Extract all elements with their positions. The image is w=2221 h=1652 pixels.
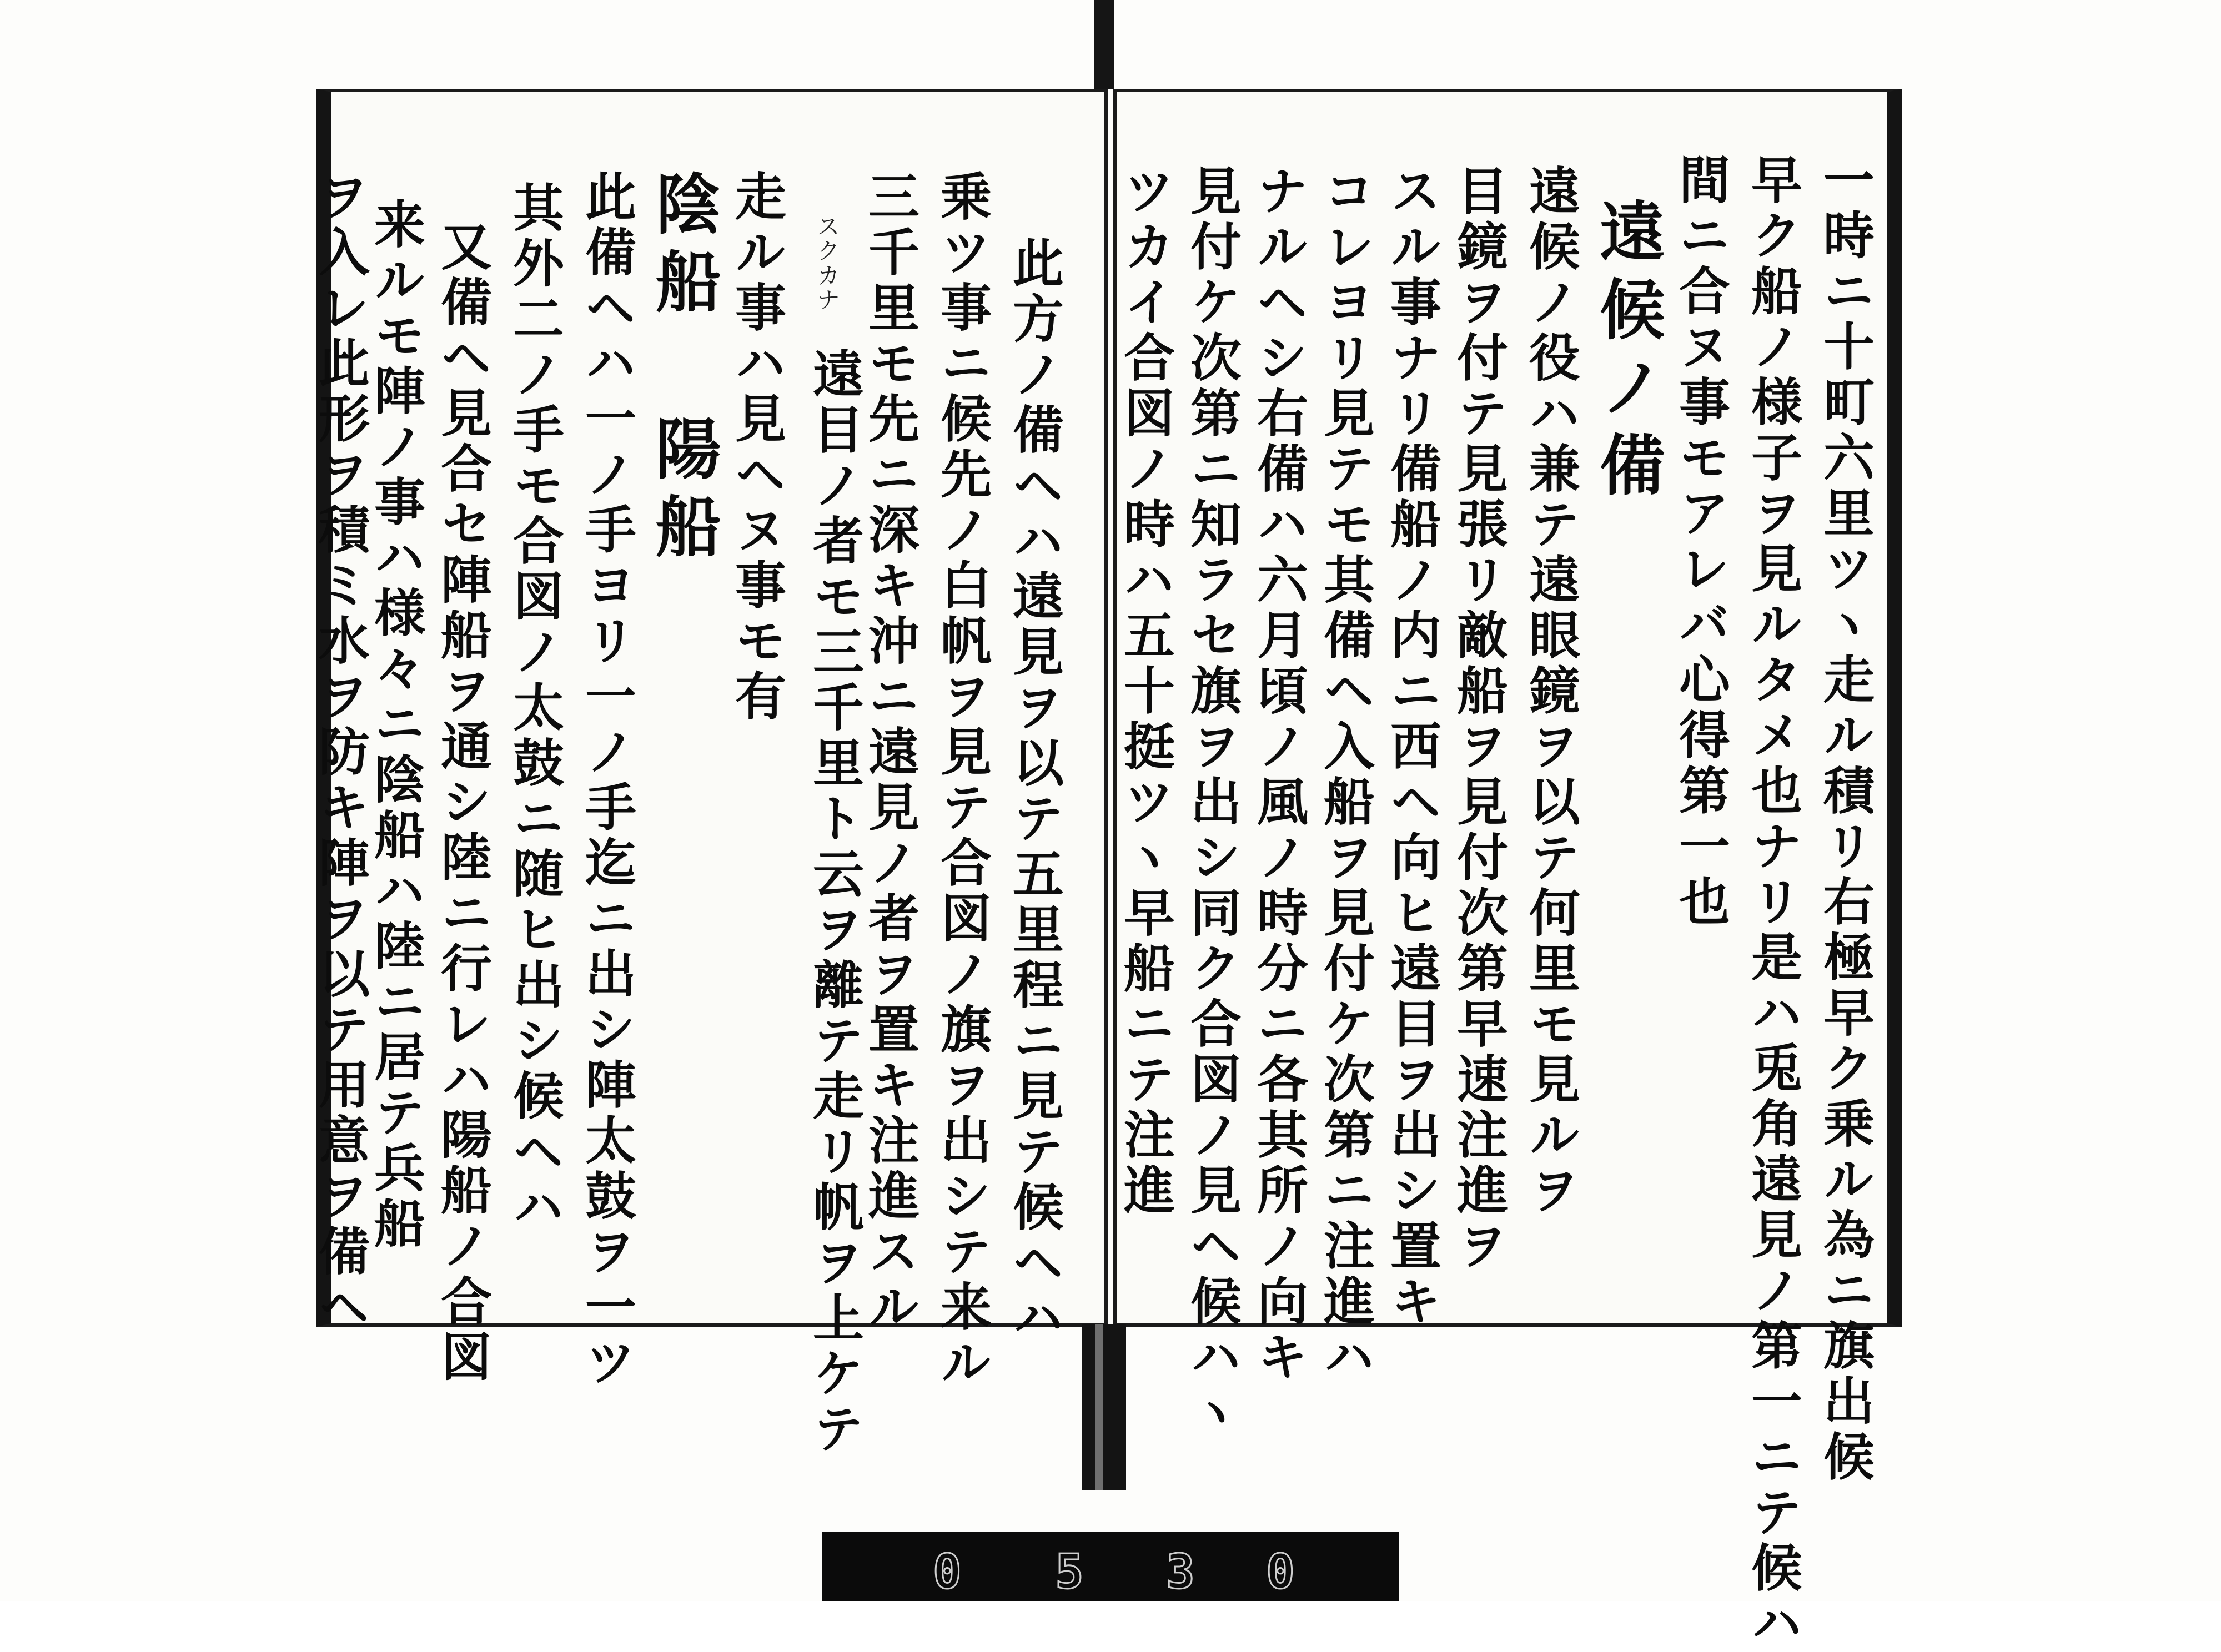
right-page <box>1113 89 1902 1652</box>
stamp-digit: 0 <box>1266 1544 1295 1600</box>
text-column: 走ル事ハ見ヘヌ事モ有 <box>727 170 787 725</box>
text-column: 間ニ合ヌ事モアレバ心得第一也 <box>1671 153 1731 930</box>
text-column: 見付ケ次第ニ知ラセ旗ヲ出シ同ク合図ノ見ヘ候ハヽ <box>1182 164 1242 1441</box>
text-column: 遠候ノ役ハ兼テ遠眼鏡ヲ以テ何里モ見ルヲ <box>1521 164 1581 1219</box>
stamp-digit: 0 <box>933 1544 962 1600</box>
text-column: 三千里モ先ニ深キ沖ニ遠見ノ者ヲ置キ注進スル <box>860 170 920 1336</box>
binding-spine-bottom <box>1082 1324 1126 1490</box>
catalog-number-stamp <box>822 1532 1399 1601</box>
stamp-digit: 5 <box>1055 1544 1084 1600</box>
ruby-annotation: スクカナ <box>813 214 841 312</box>
text-column: コレヨリ見テモ其備ヘ入船ヲ見付ケ次第ニ注進ハ <box>1315 164 1375 1386</box>
text-column: 此備ヘハ一ノ手ヨリ一ノ手迄ニ出シ陣太鼓ヲ一ツ <box>577 170 637 1391</box>
text-column: 此方ノ備ヘハ遠見ヲ以テ五里程ニ見テ候ヘハ <box>1004 236 1064 1347</box>
section-heading: 遠候ノ備 <box>1589 198 1666 508</box>
text-column: 又備ヘ見合セ陣船ヲ通シ陸ニ行レハ陽船ノ合図 <box>433 220 493 1386</box>
text-column: ツカイ合図ノ時ハ五十挺ツヽ早船ニテ注進 <box>1115 164 1175 1219</box>
text-column: 来ルモ陣ノ事ハ様々ニ陰船ハ陸ニ居テ兵船 <box>366 198 426 1252</box>
text-column: 早ク船ノ様子ヲ見ルタメ也ナリ是ハ兎角遠見ノ第一ニテ候ハ <box>1743 153 1803 1652</box>
text-column: 一時ニ十町六里ツヽ走ル積リ右極早ク乗ル為ニ旗出候 <box>1815 153 1875 1485</box>
section-heading: 陰船 陽船 <box>645 170 722 570</box>
text-column: 其外二ノ手モ合図ノ太鼓ニ随ヒ出シ候ヘハ <box>505 181 565 1236</box>
text-column: 目鏡ヲ付テ見張リ敵船ヲ見付次第早速注進ヲ <box>1449 164 1509 1275</box>
text-column: ナルヘシ右備ハ六月頃ノ風ノ時分ニ各其所ノ向キ <box>1249 164 1309 1386</box>
binding-spine-top <box>1094 0 1114 89</box>
text-column: 乗ツ事ニ候先ノ白帆ヲ見テ合図ノ旗ヲ出シテ来ル <box>932 170 992 1391</box>
text-column: 遠目ノ者モ三千里ト云ヲ離テ走リ帆ヲ上ケテ <box>805 347 865 1458</box>
text-column: スル事ナリ備船ノ内ニ西ヘ向ヒ遠目ヲ出シ置キ <box>1382 164 1442 1330</box>
left-page <box>310 89 1108 1458</box>
text-column: ヲ入レ此形ヲ積ミ水ヲ防キ陣ヲ以テ用意ヲ備ヘ <box>310 170 370 1336</box>
stamp-digit: 3 <box>1166 1544 1195 1600</box>
